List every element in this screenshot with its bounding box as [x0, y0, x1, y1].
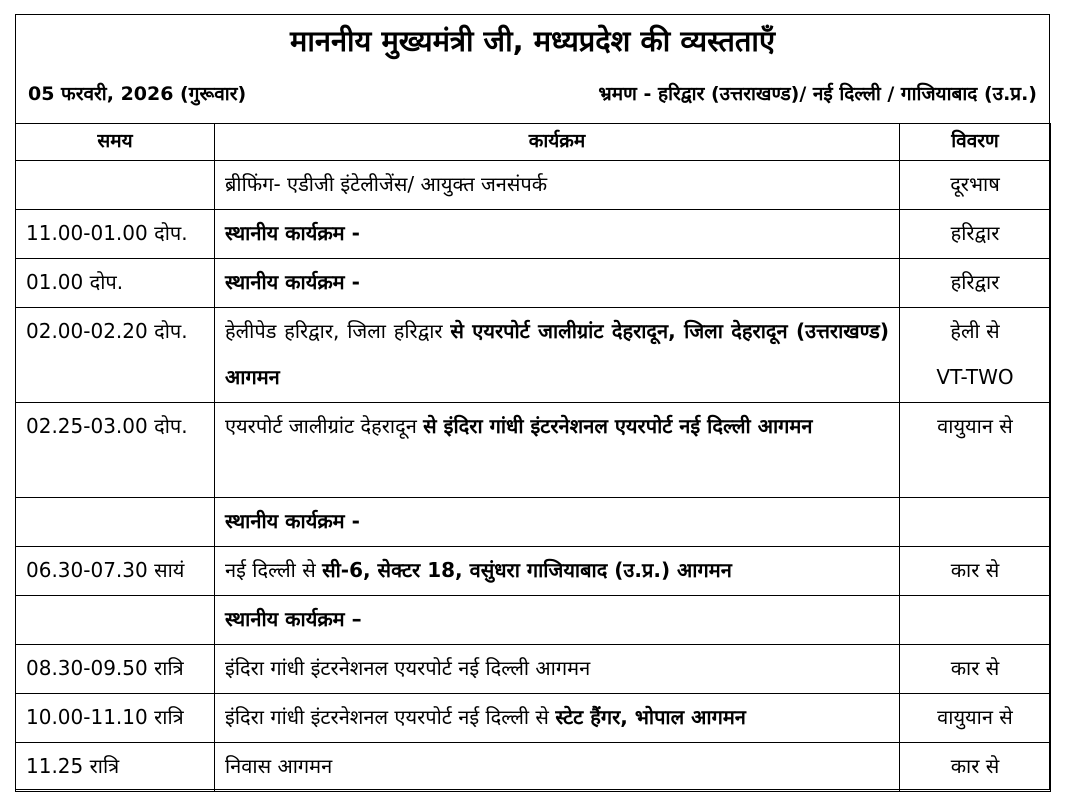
program-text: ब्रीफिंग- एडीजी इंटेलीजेंस/ आयुक्त जनसंपर्क [225, 172, 548, 196]
table-header-row [16, 124, 1051, 161]
column-header-time: समय [16, 124, 215, 161]
row-time: 02.00-02.20 दोप. [16, 308, 215, 403]
row-program [215, 694, 900, 743]
program-text: नई दिल्ली से [225, 558, 323, 582]
row-program [215, 210, 900, 259]
row-time: 06.30-07.30 सायं [16, 547, 215, 596]
row-program [215, 308, 900, 403]
row-program [215, 498, 900, 547]
program-text-bold: स्थानीय कार्यक्रम - [225, 270, 360, 294]
row-time: 08.30-09.50 रात्रि [16, 645, 215, 694]
program-text: एयरपोर्ट जालीग्रांट देहरादून [225, 414, 424, 438]
row-time [16, 498, 215, 547]
program-text: हेलीपेड हरिद्वार, जिला हरिद्वार [225, 319, 451, 343]
row-program [215, 403, 900, 498]
table-row [16, 743, 1051, 792]
row-program [215, 596, 900, 645]
program-text-bold: स्थानीय कार्यक्रम – [225, 607, 362, 631]
program-text-bold: सी-6, सेक्टर 18, वसुंधरा गाजियाबाद (उ.प्र.) आगमन [322, 558, 732, 582]
row-detail: हरिद्वार [900, 210, 1051, 259]
column-header-program: कार्यक्रम [215, 124, 900, 161]
row-detail: कार से [900, 743, 1051, 792]
row-program [215, 161, 900, 210]
table-row [16, 645, 1051, 694]
row-detail [900, 498, 1051, 547]
program-text-bold: स्टेट हैंगर, भोपाल आगमन [555, 705, 746, 729]
table-row [16, 596, 1051, 645]
row-time: 01.00 दोप. [16, 259, 215, 308]
table-row [16, 161, 1051, 210]
row-detail: कार से [900, 645, 1051, 694]
program-text: निवास आगमन [225, 754, 333, 778]
detail-line-1: हेली से [950, 319, 1000, 343]
table-row [16, 403, 1051, 498]
program-text: इंदिरा गांधी इंटरनेशनल एयरपोर्ट नई दिल्ली आगमन [225, 656, 591, 680]
row-program [215, 645, 900, 694]
row-detail: दूरभाष [900, 161, 1051, 210]
schedule-table [15, 123, 1051, 792]
row-detail: वायुयान से [900, 403, 1051, 498]
program-text-bold: स्थानीय कार्यक्रम - [225, 509, 360, 533]
row-detail: हरिद्वार [900, 259, 1051, 308]
row-program [215, 259, 900, 308]
row-time: 11.25 रात्रि [16, 743, 215, 792]
table-row [16, 210, 1051, 259]
table-row [16, 259, 1051, 308]
row-detail: वायुयान से [900, 694, 1051, 743]
row-time [16, 596, 215, 645]
page-title: माननीय मुख्यमंत्री जी, मध्यप्रदेश की व्यस्तताएँ [290, 24, 775, 58]
row-detail [900, 308, 1051, 403]
tour-route: भ्रमण - हरिद्वार (उत्तराखण्ड)/ नई दिल्ली / गाजियाबाद (उ.प्र.) [598, 83, 1037, 105]
row-detail: कार से [900, 547, 1051, 596]
row-program [215, 547, 900, 596]
table-row [16, 308, 1051, 403]
program-text-bold: स्थानीय कार्यक्रम - [225, 221, 360, 245]
row-time: 10.00-11.10 रात्रि [16, 694, 215, 743]
table-row [16, 547, 1051, 596]
row-time: 02.25-03.00 दोप. [16, 403, 215, 498]
program-text: इंदिरा गांधी इंटरनेशनल एयरपोर्ट नई दिल्ली से [225, 705, 556, 729]
schedule-document [15, 14, 1050, 790]
row-time [16, 161, 215, 210]
row-program [215, 743, 900, 792]
program-text-bold: से इंदिरा गांधी इंटरनेशनल एयरपोर्ट नई दिल्ली आगमन [423, 414, 813, 438]
detail-line-2: VT-TWO [936, 365, 1014, 389]
table-row [16, 694, 1051, 743]
row-detail [900, 596, 1051, 645]
program-text-bold: से एयरपोर्ट जालीग्रांट देहरादून, जिला देहरादून (उत्तराखण्ड) आगमन [225, 319, 889, 389]
column-header-detail: विवरण [900, 124, 1051, 161]
table-row [16, 498, 1051, 547]
schedule-date: 05 फरवरी, 2026 (गुरूवार) [28, 83, 247, 105]
row-time: 11.00-01.00 दोप. [16, 210, 215, 259]
